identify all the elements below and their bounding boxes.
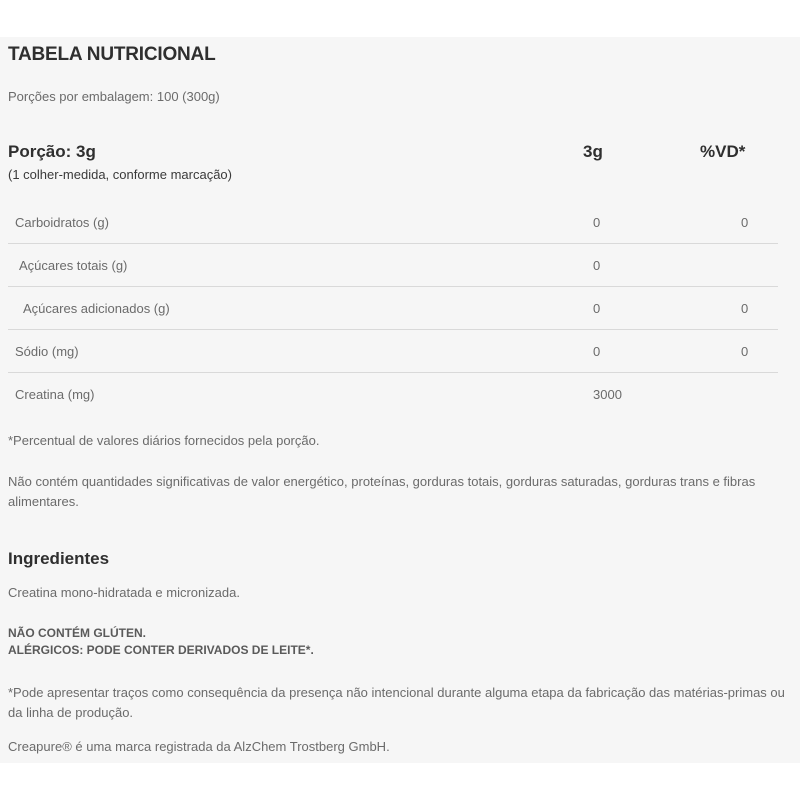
page-title: TABELA NUTRICIONAL: [8, 44, 216, 65]
nutrient-amount: 0: [593, 215, 601, 230]
ingredients-heading: Ingredientes: [8, 549, 110, 568]
nutrient-vd: 0: [741, 344, 749, 359]
table-row: [8, 244, 778, 287]
table-row: [8, 330, 778, 373]
nutrient-vd: 0: [741, 301, 749, 316]
table-row: [8, 287, 778, 330]
servings-per-package: Porções por embalagem: 100 (300g): [8, 89, 220, 104]
nutrition-table: [8, 201, 778, 415]
ingredients-text: Creatina mono-hidratada e micronizada.: [8, 585, 240, 600]
nutrient-vd: 0: [741, 215, 749, 230]
nutrient-label: Açúcares totais (g): [19, 258, 128, 273]
nutrient-label: Creatina (mg): [15, 387, 95, 402]
gluten-warning: NÃO CONTÉM GLÚTEN.: [8, 626, 146, 640]
nutrient-amount: 0: [593, 258, 601, 273]
allergen-warning: ALÉRGICOS: PODE CONTER DERIVADOS DE LEITE*.: [8, 643, 314, 657]
nutrient-amount: 0: [593, 344, 601, 359]
table-row: [8, 373, 778, 415]
nutrient-label: Sódio (mg): [15, 344, 79, 359]
insignificant-footnote: Não contém quantidades significativas de valor energético, proteínas, gorduras totais, gorduras saturadas, gorduras trans e fibras alimentares.: [8, 474, 756, 509]
nutrient-label: Açúcares adicionados (g): [23, 301, 170, 316]
trademark-note: Creapure® é uma marca registrada da AlzChem Trostberg GmbH.: [8, 739, 390, 754]
allergen-warnings: [8, 625, 314, 659]
vd-column-header: %VD*: [700, 142, 746, 161]
portion-sublabel: (1 colher-medida, conforme marcação): [8, 167, 232, 182]
traces-disclaimer: *Pode apresentar traços como consequência da presença não intencional durante alguma etapa da fabricação das matérias-primas ou da linha de produção.: [8, 685, 785, 720]
vd-footnote: *Percentual de valores diários fornecidos pela porção.: [8, 433, 320, 448]
table-row: [8, 201, 778, 244]
nutrient-amount: 3000: [593, 387, 622, 402]
portion-label: Porção: 3g: [8, 142, 96, 161]
nutrient-label: Carboidratos (g): [15, 215, 109, 230]
amount-column-header: 3g: [583, 142, 603, 161]
nutrient-amount: 0: [593, 301, 601, 316]
